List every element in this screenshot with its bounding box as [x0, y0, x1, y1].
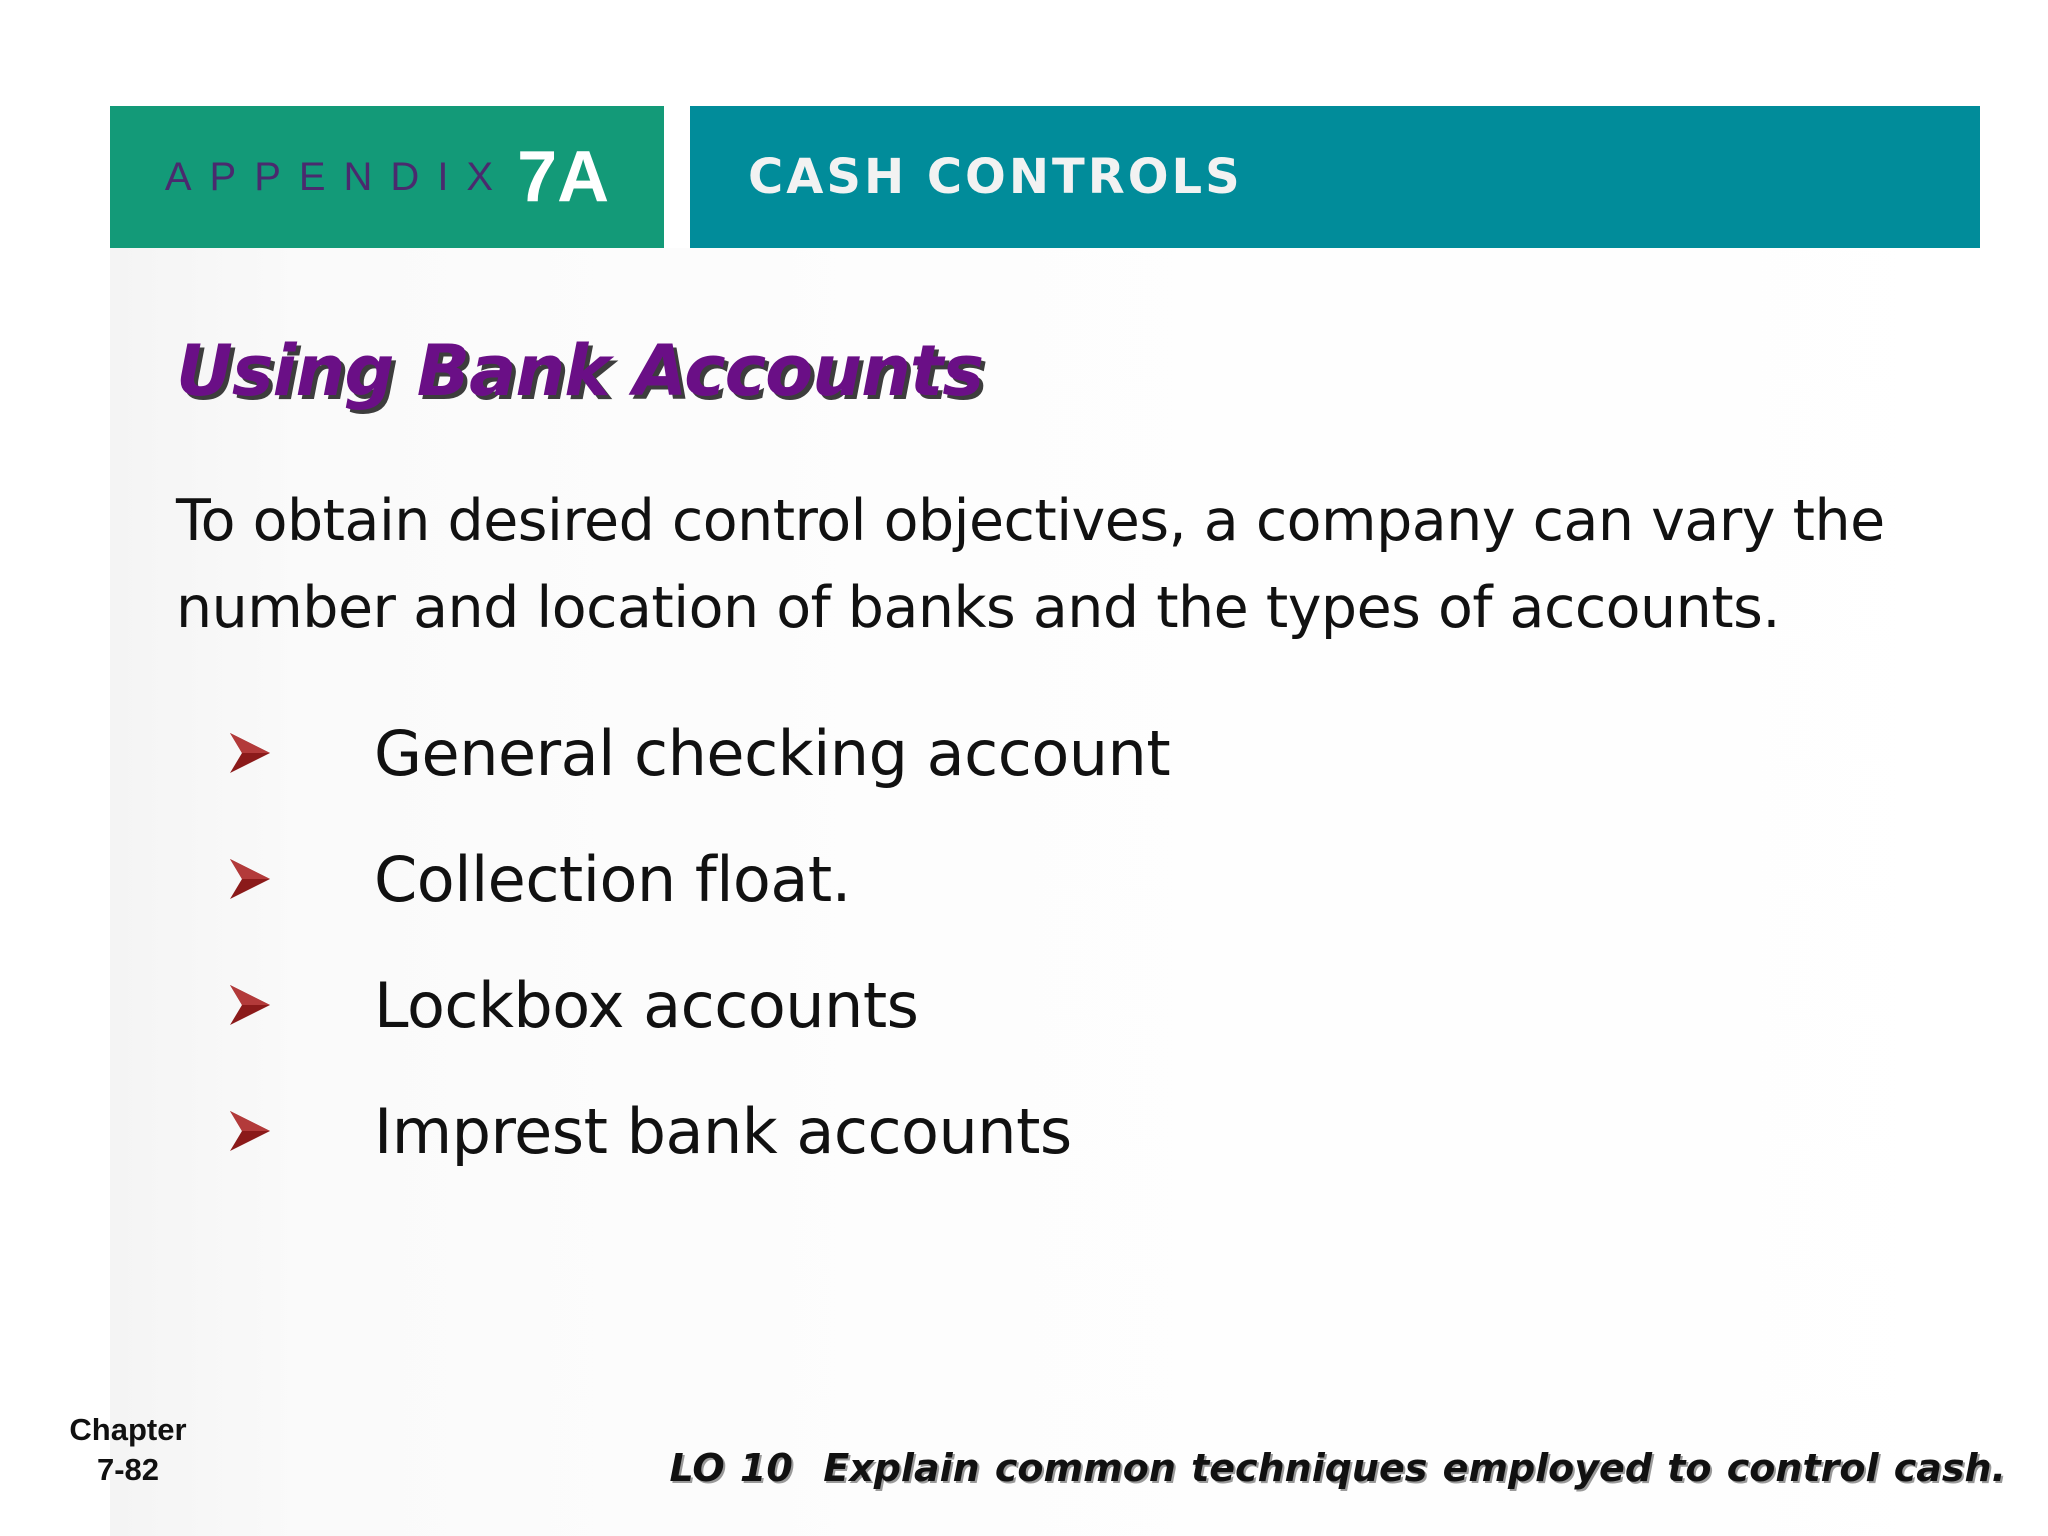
- bullet-item: [228, 690, 1170, 816]
- arrow-bullet-icon: [228, 1109, 272, 1153]
- arrow-bullet-icon: [228, 983, 272, 1027]
- chapter-word: Chapter: [69, 1412, 187, 1447]
- bullet-item: [228, 1068, 1170, 1194]
- section-title: CASH CONTROLS: [748, 149, 1243, 205]
- bullet-list: [228, 690, 1170, 1194]
- bullet-text: Imprest bank accounts: [374, 1094, 1072, 1168]
- chapter-page-number: 7-82: [96, 1452, 160, 1487]
- appendix-number: 7A: [517, 137, 610, 217]
- chapter-label: [58, 1410, 198, 1490]
- arrow-bullet-icon: [228, 731, 272, 775]
- arrow-bullet-icon: [228, 857, 272, 901]
- bullet-item: [228, 816, 1170, 942]
- intro-paragraph: To obtain desired control objectives, a company can vary the number and location of banks and the types of accounts.: [176, 488, 1885, 641]
- appendix-label: APPENDIX: [164, 154, 512, 199]
- learning-objective: LO 10 Explain common techniques employed to control cash.: [669, 1446, 2006, 1490]
- bullet-item: [228, 942, 1170, 1068]
- appendix-banner: [110, 106, 664, 248]
- bullet-text: Lockbox accounts: [374, 968, 919, 1042]
- bullet-text: General checking account: [374, 716, 1171, 790]
- bullet-text: Collection float.: [374, 842, 851, 916]
- section-banner: [690, 106, 1980, 248]
- slide-title: Using Bank Accounts: [176, 330, 984, 412]
